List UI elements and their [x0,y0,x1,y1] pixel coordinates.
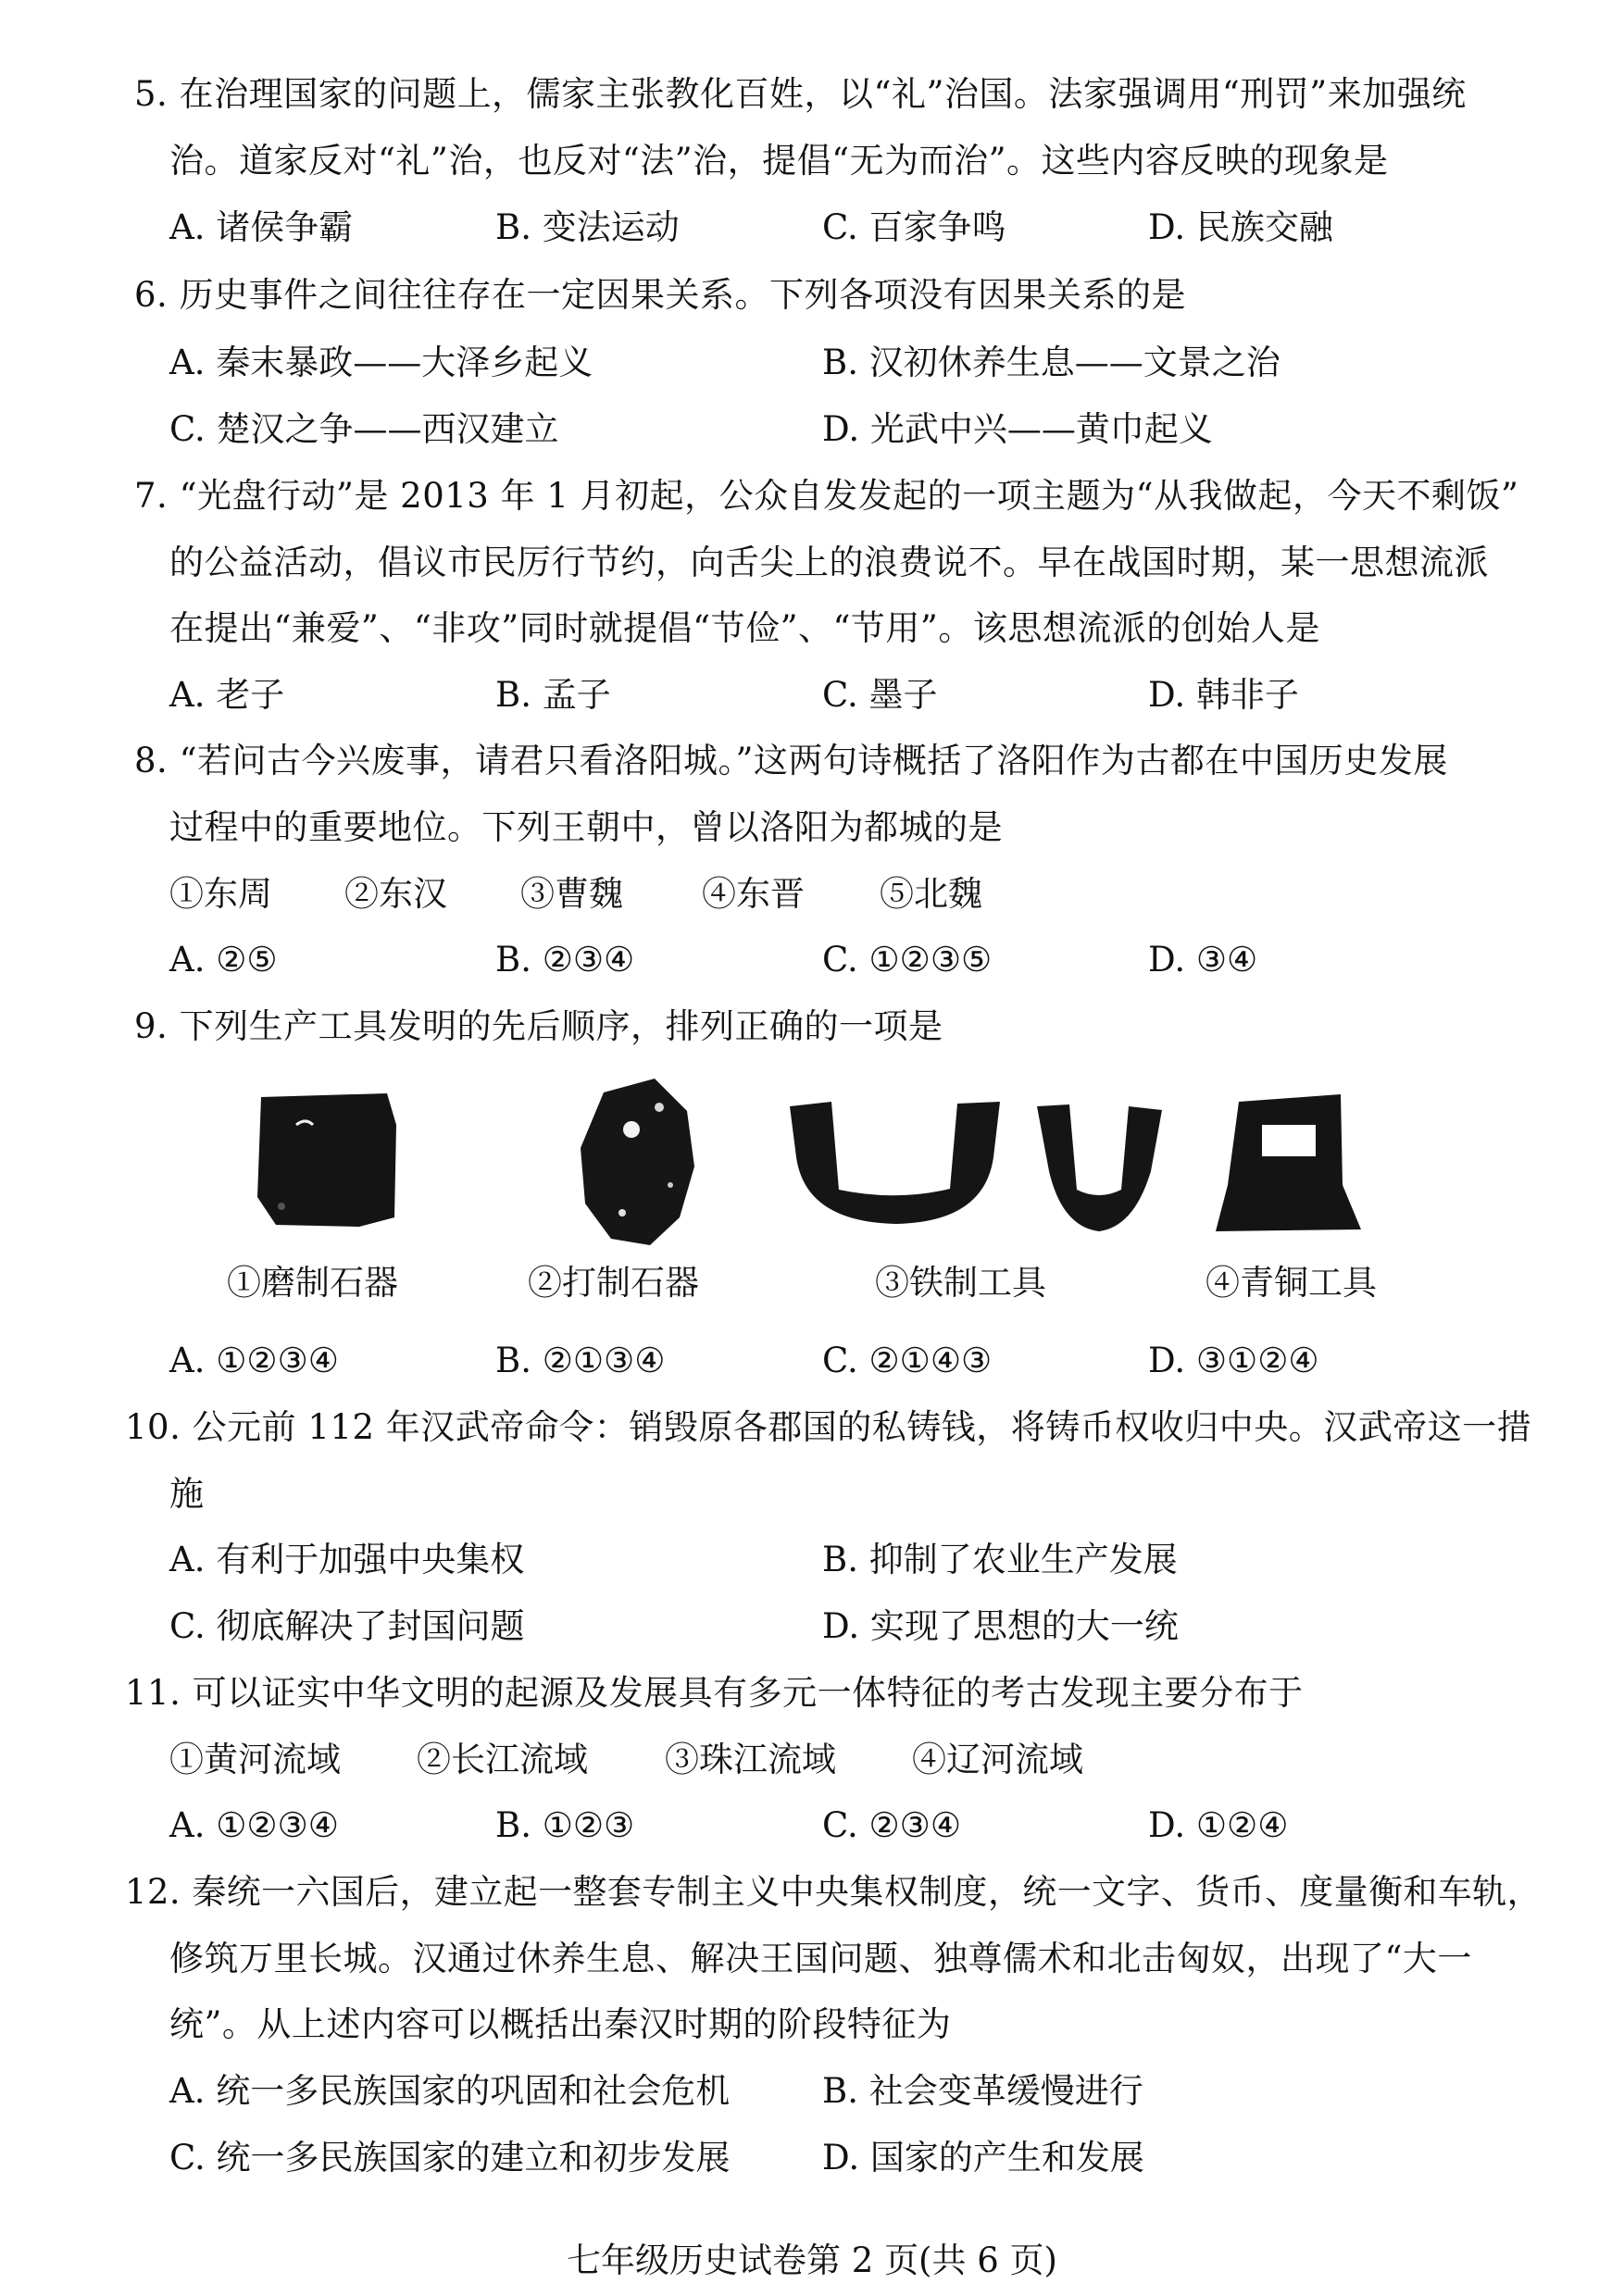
q5-option-b: B. 变法运动 [495,207,680,247]
q7-option-c: C. 墨子 [822,675,938,715]
q9-option-b: B. ②①③④ [495,1341,666,1380]
polished-stone-tool-image [248,1088,406,1236]
q12-option-d: D. 国家的产生和发展 [822,2138,1144,2177]
q12-option-a: A. 统一多民族国家的巩固和社会危机 [169,2071,731,2111]
q10-option-d: D. 实现了思想的大一统 [822,1606,1179,1646]
q8-option-d: D. ③④ [1148,940,1258,980]
q5-option-d: D. 民族交融 [1148,207,1333,247]
q12-stem-line-1: 12. 秦统一六国后，建立起一整套专制主义中央集权制度，统一文字、货币、度量衡和车轨， [125,1872,1543,1912]
q11-item-3: ③珠江流域 [665,1740,836,1779]
q12-stem-line-2: 修筑万里长城。汉通过休养生息、解决王国问题、独尊儒术和北击匈奴，出现了“大一 [169,1939,1472,1978]
q8-item-5: ⑤北魏 [880,874,982,914]
page-footer: 七年级历史试卷第 2 页(共 6 页) [567,2240,1057,2280]
q11-option-b: B. ①②③ [495,1805,635,1845]
q12-option-c: C. 统一多民族国家的建立和初步发展 [169,2138,731,2177]
q11-option-a: A. ①②③④ [169,1805,339,1845]
q5-option-a: A. 诸侯争霸 [169,207,354,247]
q8-stem-line-1: 8. “若问古今兴废事，请君只看洛阳城。”这两句诗概括了洛阳作为古都在中国历史发展 [134,741,1448,780]
q7-stem-line-2: 的公益活动，倡议市民厉行节约，向舌尖上的浪费说不。早在战国时期，某一思想流派 [169,543,1489,582]
q9-caption-1: ①磨制石器 [227,1263,398,1303]
q12-stem-line-3: 统”。从上述内容可以概括出秦汉时期的阶段特征为 [169,2004,952,2044]
q6-stem-line-1: 6. 历史事件之间往往存在一定因果关系。下列各项没有因果关系的是 [134,275,1187,315]
q6-option-b: B. 汉初休养生息——文景之治 [822,343,1280,382]
q7-stem-line-3: 在提出“兼爱”、“非攻”同时就提倡“节俭”、“节用”。该思想流派的创始人是 [169,608,1320,648]
q9-option-c: C. ②①④③ [822,1341,993,1380]
q8-option-c: C. ①②③⑤ [822,940,993,980]
q5-option-c: C. 百家争鸣 [822,207,1006,247]
q11-option-d: D. ①②④ [1148,1805,1289,1845]
q6-option-c: C. 楚汉之争——西汉建立 [169,409,559,449]
q9-option-d: D. ③①②④ [1148,1341,1319,1380]
q7-option-a: A. 老子 [169,675,285,715]
q8-stem-line-2: 过程中的重要地位。下列王朝中，曾以洛阳为都城的是 [169,807,1003,847]
chipped-stone-tool-image [567,1074,706,1250]
bronze-tool-image-small [1032,1097,1167,1236]
q8-item-1: ①东周 [169,874,272,914]
q5-stem-line-2: 治。道家反对“礼”治，也反对“法”治，提倡“无为而治”。这些内容反映的现象是 [169,141,1389,181]
q11-stem-line-1: 11. 可以证实中华文明的起源及发展具有多元一体特征的考古发现主要分布于 [125,1673,1304,1713]
q9-caption-2: ②打制石器 [528,1263,699,1303]
q11-option-c: C. ②③④ [822,1805,962,1845]
q9-caption-3: ③铁制工具 [875,1263,1046,1303]
q10-stem-line-2: 施 [169,1474,205,1514]
q9-stem-line-1: 9. 下列生产工具发明的先后顺序，排列正确的一项是 [134,1006,943,1046]
q11-item-2: ②长江流域 [417,1740,588,1779]
q7-option-d: D. 韩非子 [1148,675,1299,715]
q7-option-b: B. 孟子 [495,675,611,715]
q6-option-d: D. 光武中兴——黄巾起义 [822,409,1213,449]
q6-option-a: A. 秦末暴政——大泽乡起义 [169,343,593,382]
q10-option-c: C. 彻底解决了封国问题 [169,1606,525,1646]
q8-option-a: A. ②⑤ [169,940,278,980]
q8-option-b: B. ②③④ [495,940,635,980]
q8-item-4: ④东晋 [702,874,805,914]
q12-option-b: B. 社会变革缓慢进行 [822,2071,1143,2111]
q8-item-2: ②东汉 [344,874,447,914]
iron-tool-image [785,1092,1007,1231]
q10-option-a: A. 有利于加强中央集权 [169,1540,525,1579]
q11-item-1: ①黄河流域 [169,1740,341,1779]
q9-caption-4: ④青铜工具 [1206,1263,1377,1303]
q10-option-b: B. 抑制了农业生产发展 [822,1540,1178,1579]
q11-item-4: ④辽河流域 [912,1740,1083,1779]
q9-option-a: A. ①②③④ [169,1341,339,1380]
q7-stem-line-1: 7. “光盘行动”是 2013 年 1 月初起，公众自发发起的一项主题为“从我做起，今天不剩饭” [134,476,1519,516]
bronze-tool-image [1211,1083,1364,1236]
q8-item-3: ③曹魏 [520,874,623,914]
q10-stem-line-1: 10. 公元前 112 年汉武帝命令：销毁原各郡国的私铸钱，将铸币权收归中央。汉武帝这一措 [125,1407,1532,1447]
q5-stem-line-1: 5. 在治理国家的问题上，儒家主张教化百姓，以“礼”治国。法家强调用“刑罚”来加强统 [134,74,1467,114]
